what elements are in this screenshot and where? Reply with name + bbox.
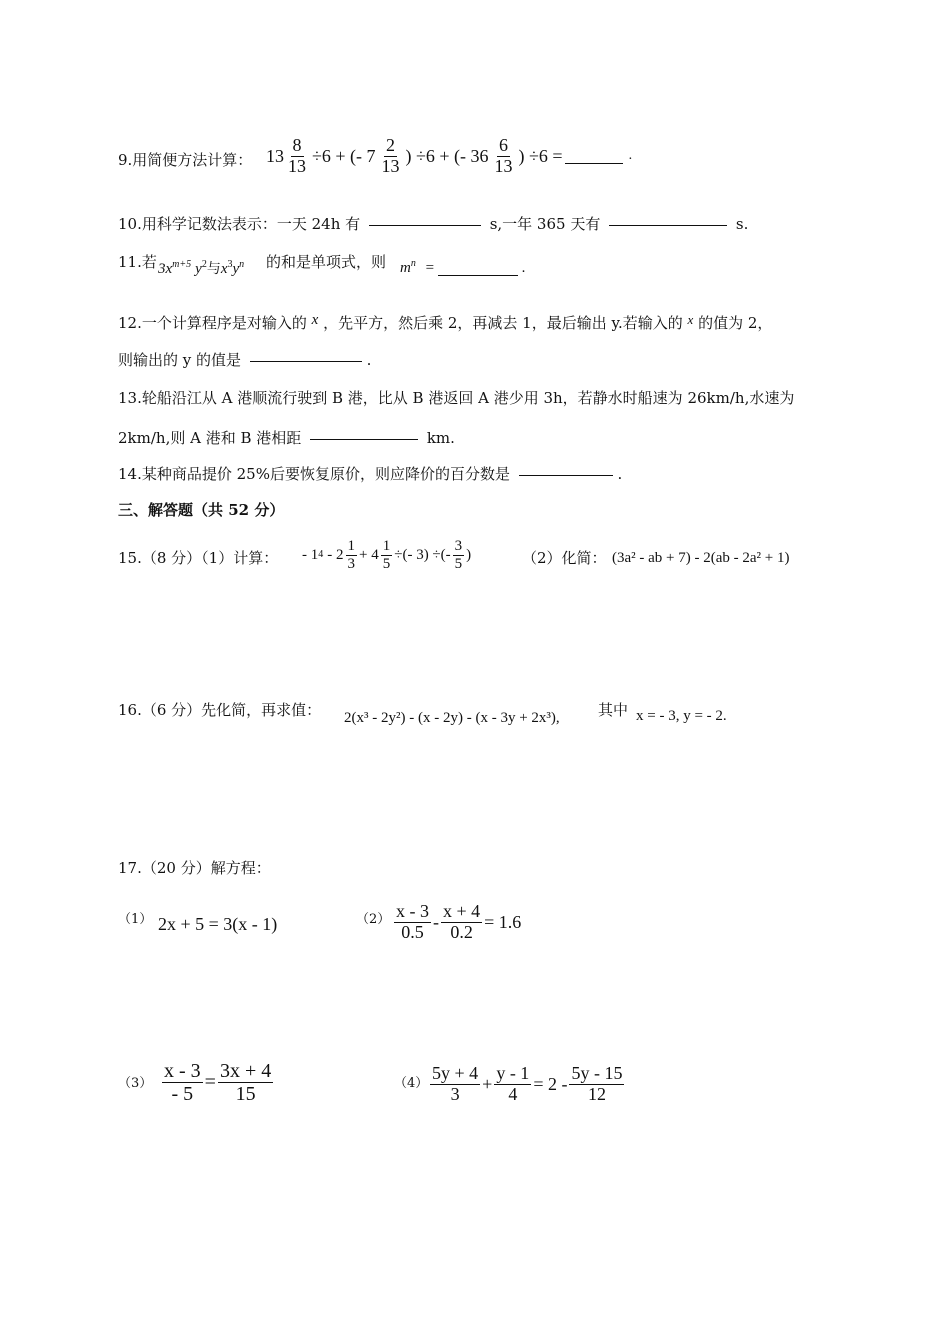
question-12-line-2	[118, 350, 371, 370]
q12-part2: ，先平方，然后乘 2，再减去 1，最后输出 y.若输入的	[323, 314, 683, 332]
q17-part3-expression	[160, 1060, 275, 1105]
q17-part2-label: （2）	[356, 912, 391, 927]
q11-answer-blank[interactable]	[438, 274, 518, 276]
q17-p4-op: +	[482, 1073, 493, 1094]
q11-m: m	[400, 260, 411, 276]
question-13-line-2	[118, 428, 455, 448]
q12-x-2: x	[687, 312, 694, 327]
q11-label: 11.若	[118, 253, 157, 271]
q17-part4-expression	[428, 1064, 626, 1105]
q11-exp3: 3	[227, 259, 233, 270]
q15-fraction-3: $\frac{3}{5}$	[454, 538, 463, 572]
q16-where: 其中	[598, 701, 629, 719]
q11-coef1: 3x	[158, 261, 173, 277]
question-14	[118, 464, 622, 484]
q17-p3-fraction-2: $\frac{3x + 4}{15}$	[219, 1060, 272, 1105]
q16-expression: 2(x³ - 2y²) - (x - 2y) - (x - 3y + 2x³),	[344, 710, 560, 726]
q11-exp2: 2	[201, 259, 207, 270]
q12-x-1: x	[311, 312, 319, 328]
q10-mid: s,一年 365 天有	[489, 215, 601, 233]
q12-part1: 12.一个计算程序是对输入的	[118, 314, 307, 332]
q11-var-y2: y	[232, 261, 240, 277]
q9-op2: ) ÷6 + (- 36	[405, 145, 489, 166]
q15-term4: ÷(- 3) ÷(-	[394, 546, 451, 563]
q14-end: .	[617, 465, 623, 483]
q12-line2: 则输出的 y 的值是	[118, 351, 242, 369]
q11-mid: 的和是单项式，则	[266, 253, 387, 271]
q17-label: 17.（20 分）解方程：	[118, 859, 271, 877]
q9-end: .	[628, 148, 633, 164]
q13-end: km.	[426, 429, 455, 447]
q15-term1: - 1	[302, 546, 319, 563]
q15-fraction-1: $\frac{1}{3}$	[347, 538, 355, 572]
q9-fraction-2: $\frac{2}{13}$	[381, 135, 400, 176]
q13-line2: 2km/h,则 A 港和 B 港相距	[118, 429, 302, 447]
q9-op3: ) ÷6 =	[518, 145, 563, 166]
q16-condition: x = - 3, y = - 2.	[636, 708, 727, 724]
q11-var-y1: y	[195, 261, 202, 277]
q17-p2-fraction-1: $\frac{x - 3}{0.5}$	[396, 901, 429, 942]
q10-end: s.	[735, 215, 749, 233]
q10-blank-1[interactable]	[369, 224, 481, 226]
q11-middle	[266, 252, 386, 272]
q11-answer	[400, 260, 525, 277]
q9-expression	[266, 136, 632, 177]
question-15	[118, 548, 278, 568]
q15-fraction-2: $\frac{1}{5}$	[382, 538, 391, 572]
q9-answer-blank[interactable]	[565, 162, 623, 164]
section-3-title: 三、解答题（共 52 分）	[118, 501, 285, 519]
q15-part2-expression: (3a² - ab + 7) - 2(ab - 2a² + 1)	[612, 550, 790, 566]
q17-part1-label: （1）	[118, 912, 153, 927]
q17-part4-label: （4）	[394, 1076, 429, 1091]
question-13-line-1	[118, 388, 794, 408]
q17-p3-eq: =	[204, 1071, 216, 1093]
q15-term2: - 2	[327, 546, 344, 563]
q11-exp4: n	[239, 259, 245, 270]
q11-eq: =	[425, 260, 435, 276]
q10-label: 10.用科学记数法表示：一天 24h 有	[118, 215, 361, 233]
q9-op1: ÷6 + (- 7	[312, 145, 376, 166]
q12-end: .	[366, 351, 372, 369]
q15-part1-expression: - 1 4 - 2 $\frac{1}{3}$ + 4 $\frac{1}{5}$ ÷(- 3) ÷(- $\frac{3}{5}$ )	[302, 538, 472, 572]
q9-label: 9.用简便方法计算：	[118, 151, 253, 169]
question-16	[118, 700, 321, 720]
q9-fraction-1: $\frac{8}{13}$	[288, 135, 306, 176]
q17-p3-fraction-1: $\frac{x - 3}{- 5}$	[164, 1060, 201, 1105]
q11-end: .	[521, 260, 526, 276]
question-10	[118, 214, 748, 234]
q17-part2-expression	[392, 902, 521, 943]
q11-var-x: x	[220, 261, 228, 277]
q12-answer-blank[interactable]	[250, 360, 362, 362]
q17-part1-expression: 2x + 5 = 3(x - 1)	[158, 914, 278, 934]
q15-part2-label	[522, 548, 607, 568]
q11-and: 与	[206, 261, 221, 277]
q17-p2-fraction-2: $\frac{x + 4}{0.2}$	[443, 901, 481, 942]
q10-blank-2[interactable]	[609, 224, 727, 226]
q17-p2-rhs: = 1.6	[484, 911, 522, 932]
q9-fraction-3: $\frac{6}{13}$	[494, 135, 513, 176]
question-17	[118, 858, 271, 878]
q15-term3: + 4	[359, 546, 379, 563]
q13-answer-blank[interactable]	[310, 438, 418, 440]
q12-part3: 的值为 2，	[698, 314, 773, 332]
q11-expression	[158, 258, 244, 278]
q15-label2: （2）化简：	[522, 549, 607, 567]
q15-label: 15.（8 分）（1）计算：	[118, 549, 279, 567]
q17-part3-label: （3）	[118, 1076, 153, 1091]
q11-n: n	[410, 258, 416, 269]
q14-label: 14.某种商品提价 25%后要恢复原价，则应降价的百分数是	[118, 465, 510, 483]
q14-answer-blank[interactable]	[519, 474, 613, 476]
q17-p4-fraction-3: $\frac{5y - 15}{12}$	[571, 1063, 623, 1104]
question-11-label	[118, 252, 157, 272]
q13-line1: 13.轮船沿江从 A 港顺流行驶到 B 港，比从 B 港返回 A 港少用 3h，若静水时船速为 26km/h,水速为	[118, 389, 795, 407]
question-12-line-1	[118, 310, 772, 333]
q17-p4-fraction-2: $\frac{y - 1}{4}$	[496, 1063, 530, 1104]
q16-label: 16.（6 分）先化简，再求值：	[118, 701, 322, 719]
question-9	[118, 150, 252, 170]
q17-p4-mid: = 2 -	[533, 1073, 568, 1094]
q17-p2-op: -	[433, 911, 439, 932]
q9-term1: 13	[266, 145, 284, 166]
q17-p4-fraction-1: $\frac{5y + 4}{3}$	[432, 1063, 479, 1104]
q15-close-paren: )	[466, 546, 472, 563]
q11-exp1: m+5	[172, 259, 192, 270]
